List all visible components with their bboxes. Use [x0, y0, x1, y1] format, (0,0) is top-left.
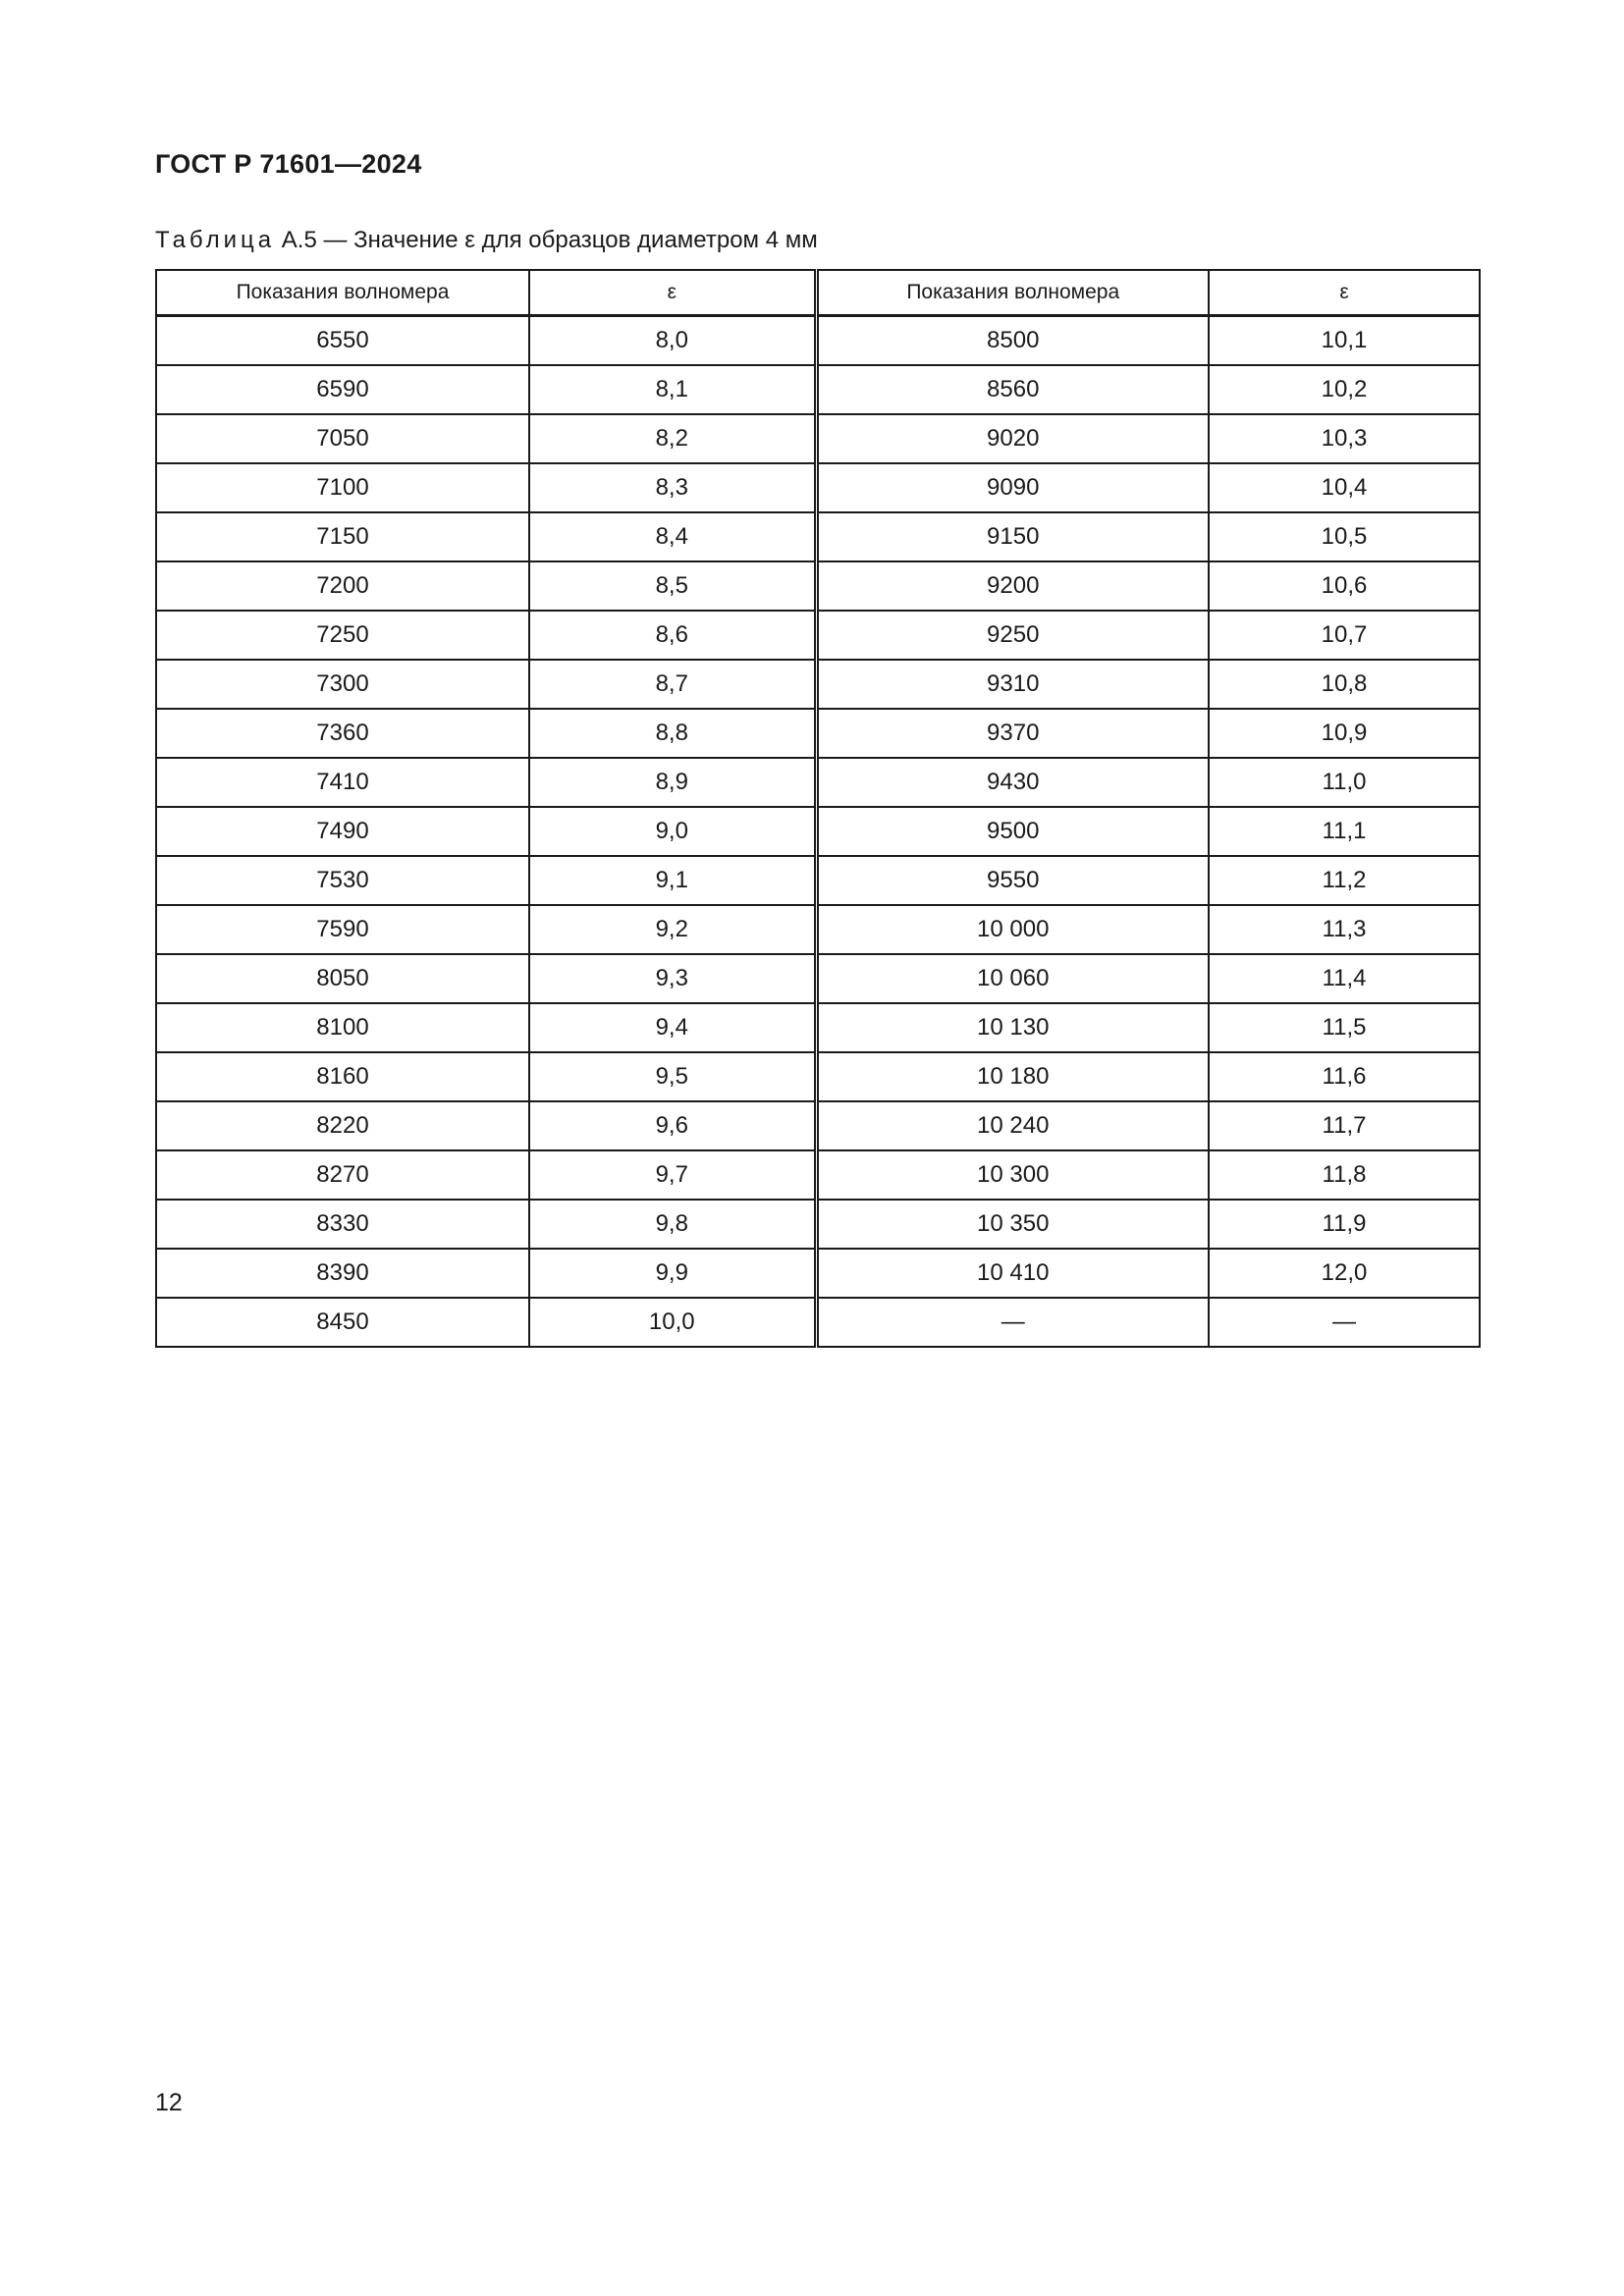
epsilon-cell: 8,7: [529, 660, 816, 709]
wavemeter-reading-cell: 8160: [156, 1052, 529, 1101]
wavemeter-reading-cell: 10 060: [816, 954, 1209, 1003]
epsilon-cell: 11,0: [1209, 758, 1480, 807]
wavemeter-reading-cell: 8220: [156, 1101, 529, 1150]
table-row: [156, 463, 1480, 512]
epsilon-cell: 9,2: [529, 905, 816, 954]
table-row: [156, 1200, 1480, 1249]
document-header: ГОСТ Р 71601—2024: [155, 149, 422, 179]
wavemeter-reading-cell: 8050: [156, 954, 529, 1003]
epsilon-cell: 10,8: [1209, 660, 1480, 709]
table-row: [156, 365, 1480, 414]
wavemeter-reading-cell: 10 130: [816, 1003, 1209, 1052]
epsilon-cell: 10,4: [1209, 463, 1480, 512]
wavemeter-reading-cell: 10 300: [816, 1150, 1209, 1200]
wavemeter-reading-cell: 9150: [816, 512, 1209, 561]
epsilon-cell: 8,6: [529, 611, 816, 660]
wavemeter-reading-cell: 6550: [156, 316, 529, 366]
wavemeter-reading-cell: 8330: [156, 1200, 529, 1249]
wavemeter-reading-cell: 7300: [156, 660, 529, 709]
epsilon-cell: 11,3: [1209, 905, 1480, 954]
column-header-wavemeter-reading: Показания волномера: [156, 270, 529, 316]
epsilon-cell: 8,5: [529, 561, 816, 611]
wavemeter-reading-cell: 8100: [156, 1003, 529, 1052]
table-row: [156, 611, 1480, 660]
wavemeter-reading-cell: 10 000: [816, 905, 1209, 954]
epsilon-cell: 9,8: [529, 1200, 816, 1249]
epsilon-cell: 11,2: [1209, 856, 1480, 905]
table-row: [156, 561, 1480, 611]
epsilon-cell: 11,4: [1209, 954, 1480, 1003]
wavemeter-reading-cell: 9200: [816, 561, 1209, 611]
epsilon-cell: 11,7: [1209, 1101, 1480, 1150]
epsilon-cell: —: [1209, 1298, 1480, 1347]
epsilon-cell: 9,7: [529, 1150, 816, 1200]
epsilon-cell: 11,5: [1209, 1003, 1480, 1052]
table-row: [156, 512, 1480, 561]
table-caption: [155, 227, 818, 254]
wavemeter-reading-cell: 9020: [816, 414, 1209, 463]
epsilon-cell: 9,5: [529, 1052, 816, 1101]
wavemeter-reading-cell: 7150: [156, 512, 529, 561]
table-row: [156, 1052, 1480, 1101]
wavemeter-reading-cell: 10 410: [816, 1249, 1209, 1298]
epsilon-cell: 8,3: [529, 463, 816, 512]
table-row: [156, 316, 1480, 366]
table-row: [156, 1298, 1480, 1347]
table-row: [156, 414, 1480, 463]
epsilon-cell: 12,0: [1209, 1249, 1480, 1298]
epsilon-cell: 10,9: [1209, 709, 1480, 758]
epsilon-cell: 10,2: [1209, 365, 1480, 414]
wavemeter-reading-cell: 8450: [156, 1298, 529, 1347]
wavemeter-reading-cell: 9550: [816, 856, 1209, 905]
epsilon-cell: 10,0: [529, 1298, 816, 1347]
epsilon-cell: 9,3: [529, 954, 816, 1003]
epsilon-cell: 11,8: [1209, 1150, 1480, 1200]
epsilon-cell: 11,1: [1209, 807, 1480, 856]
table-row: [156, 1003, 1480, 1052]
epsilon-cell: 8,9: [529, 758, 816, 807]
wavemeter-reading-cell: 7050: [156, 414, 529, 463]
table-caption-label: Таблица: [155, 227, 276, 253]
epsilon-cell: 9,4: [529, 1003, 816, 1052]
table-row: [156, 1150, 1480, 1200]
table-row: [156, 1249, 1480, 1298]
table-header-row: [156, 270, 1480, 316]
table-row: [156, 954, 1480, 1003]
page-number: 12: [155, 2089, 183, 2116]
epsilon-cell: 8,2: [529, 414, 816, 463]
epsilon-cell: 9,0: [529, 807, 816, 856]
data-table: [155, 269, 1481, 1348]
table-row: [156, 1101, 1480, 1150]
wavemeter-reading-cell: 6590: [156, 365, 529, 414]
table-row: [156, 758, 1480, 807]
epsilon-cell: 9,6: [529, 1101, 816, 1150]
wavemeter-reading-cell: 10 350: [816, 1200, 1209, 1249]
wavemeter-reading-cell: 7590: [156, 905, 529, 954]
epsilon-cell: 10,3: [1209, 414, 1480, 463]
epsilon-cell: 9,9: [529, 1249, 816, 1298]
column-header-wavemeter-reading: Показания волномера: [816, 270, 1209, 316]
epsilon-cell: 11,6: [1209, 1052, 1480, 1101]
table-row: [156, 807, 1480, 856]
wavemeter-reading-cell: 7360: [156, 709, 529, 758]
wavemeter-reading-cell: 10 240: [816, 1101, 1209, 1150]
epsilon-cell: 8,0: [529, 316, 816, 366]
column-header-epsilon: ε: [529, 270, 816, 316]
wavemeter-reading-cell: 9250: [816, 611, 1209, 660]
epsilon-cell: 10,7: [1209, 611, 1480, 660]
table-caption-text: А.5 — Значение ε для образцов диаметром 4 мм: [281, 227, 818, 253]
wavemeter-reading-cell: 7410: [156, 758, 529, 807]
epsilon-cell: 10,1: [1209, 316, 1480, 366]
wavemeter-reading-cell: 8500: [816, 316, 1209, 366]
epsilon-cell: 8,4: [529, 512, 816, 561]
wavemeter-reading-cell: 7530: [156, 856, 529, 905]
table-row: [156, 709, 1480, 758]
wavemeter-reading-cell: 7100: [156, 463, 529, 512]
wavemeter-reading-cell: 9090: [816, 463, 1209, 512]
wavemeter-reading-cell: —: [816, 1298, 1209, 1347]
table-body: [156, 316, 1480, 1348]
wavemeter-reading-cell: 9310: [816, 660, 1209, 709]
epsilon-cell: 8,8: [529, 709, 816, 758]
wavemeter-reading-cell: 9500: [816, 807, 1209, 856]
table-row: [156, 905, 1480, 954]
table-row: [156, 660, 1480, 709]
wavemeter-reading-cell: 8560: [816, 365, 1209, 414]
epsilon-cell: 9,1: [529, 856, 816, 905]
wavemeter-reading-cell: 8270: [156, 1150, 529, 1200]
wavemeter-reading-cell: 9430: [816, 758, 1209, 807]
wavemeter-reading-cell: 8390: [156, 1249, 529, 1298]
wavemeter-reading-cell: 7200: [156, 561, 529, 611]
wavemeter-reading-cell: 7250: [156, 611, 529, 660]
table-row: [156, 856, 1480, 905]
epsilon-cell: 8,1: [529, 365, 816, 414]
column-header-epsilon: ε: [1209, 270, 1480, 316]
epsilon-cell: 10,6: [1209, 561, 1480, 611]
wavemeter-reading-cell: 7490: [156, 807, 529, 856]
wavemeter-reading-cell: 9370: [816, 709, 1209, 758]
wavemeter-reading-cell: 10 180: [816, 1052, 1209, 1101]
epsilon-cell: 10,5: [1209, 512, 1480, 561]
epsilon-cell: 11,9: [1209, 1200, 1480, 1249]
